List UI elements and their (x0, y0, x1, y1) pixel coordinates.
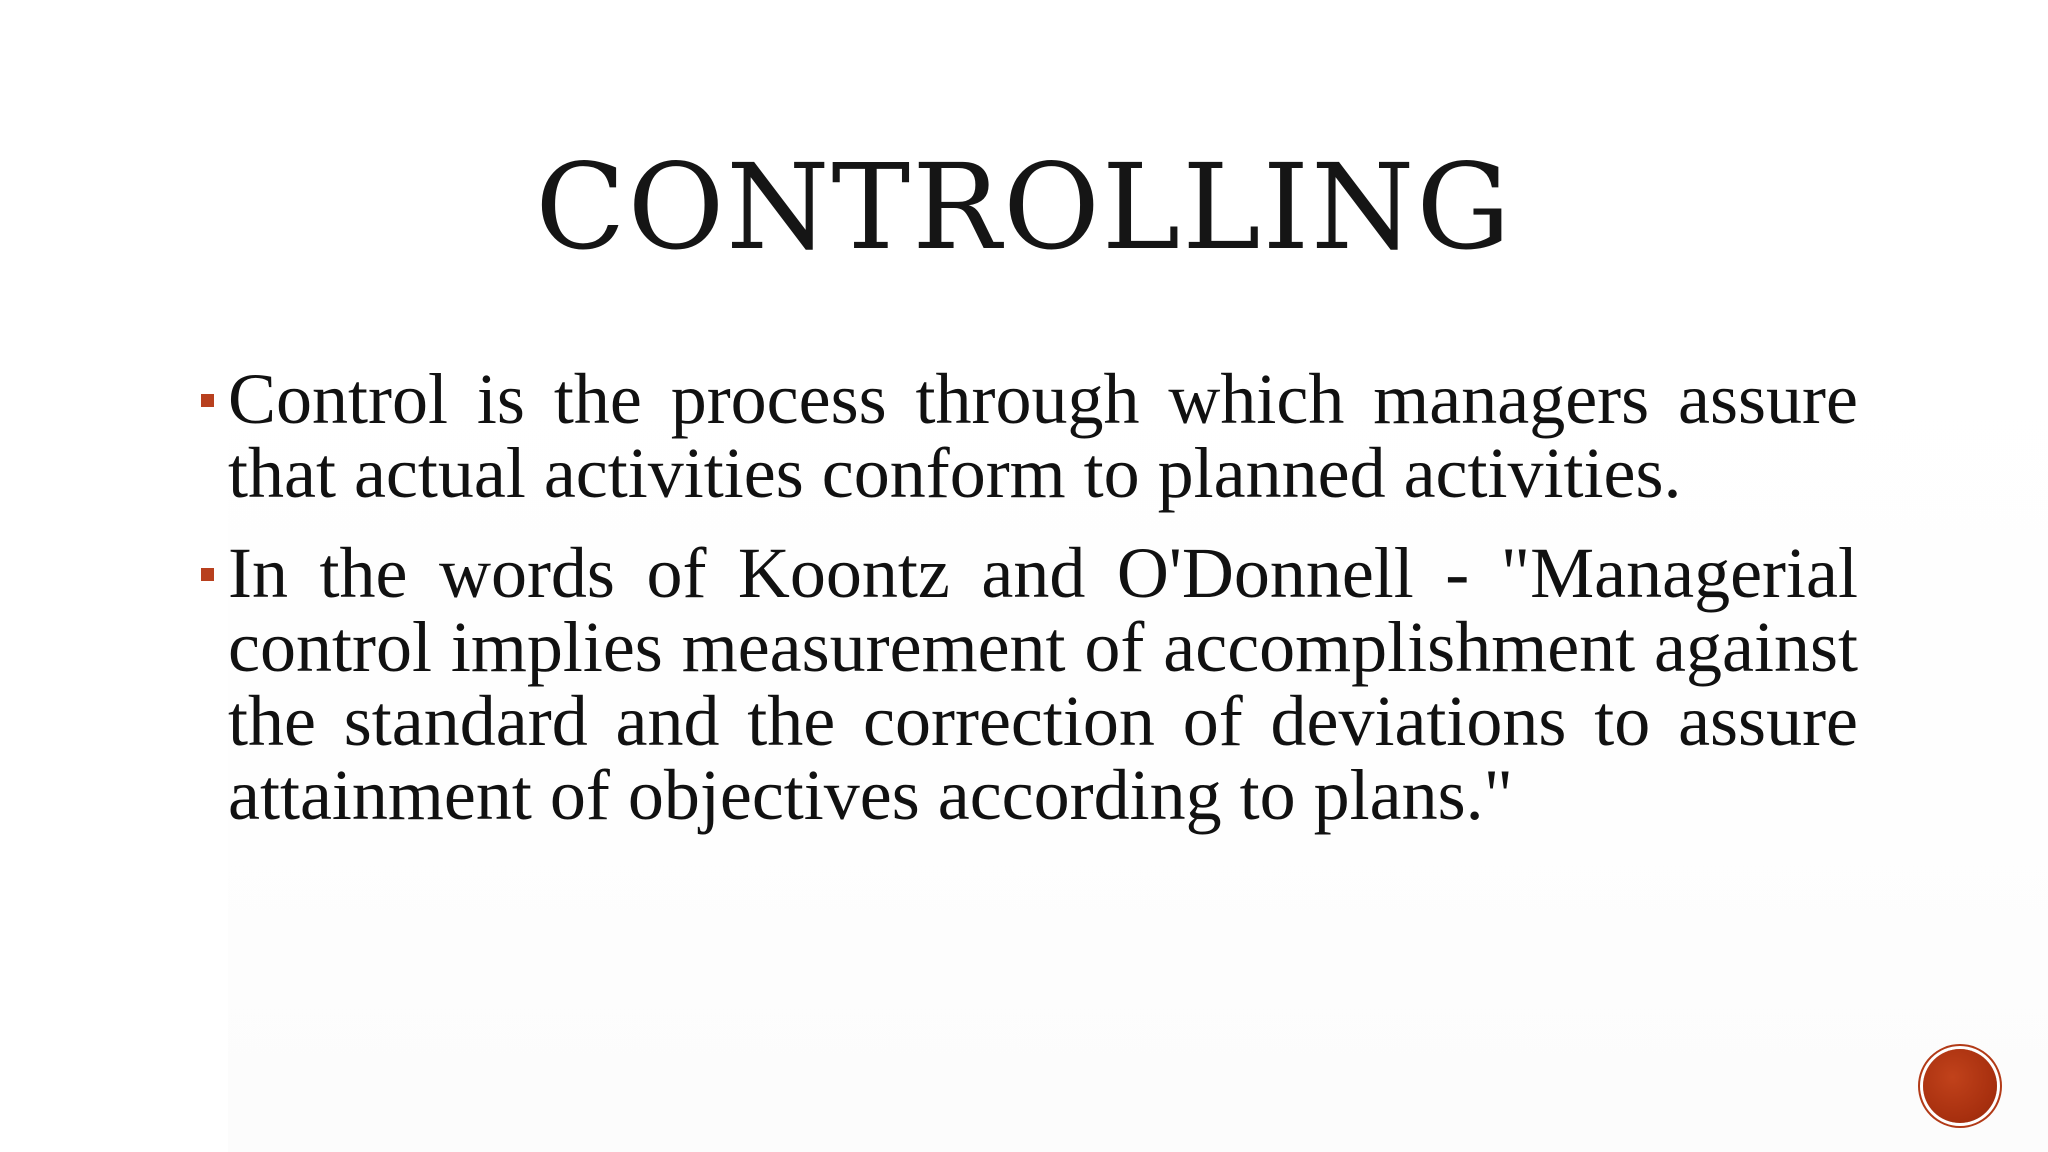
bullet-item-koontz-quote (228, 533, 1858, 835)
bullet-list (228, 359, 1858, 858)
square-bullet-icon (201, 568, 214, 581)
square-bullet-icon (201, 394, 214, 407)
bullet-text: In the words of Koontz and O'Donnell - "Managerial control implies measurement of accomplishment against the standard and the correction of deviations to assure attainment of objectives according to plans." (228, 533, 1858, 835)
bullet-text: Control is the process through which managers assure that actual activities conform to planned activities. (228, 359, 1858, 513)
slide-title: CONTROLLING (535, 138, 1513, 276)
bullet-item-control-definition (228, 359, 1858, 513)
next-slide-button[interactable] (1923, 1049, 1997, 1123)
